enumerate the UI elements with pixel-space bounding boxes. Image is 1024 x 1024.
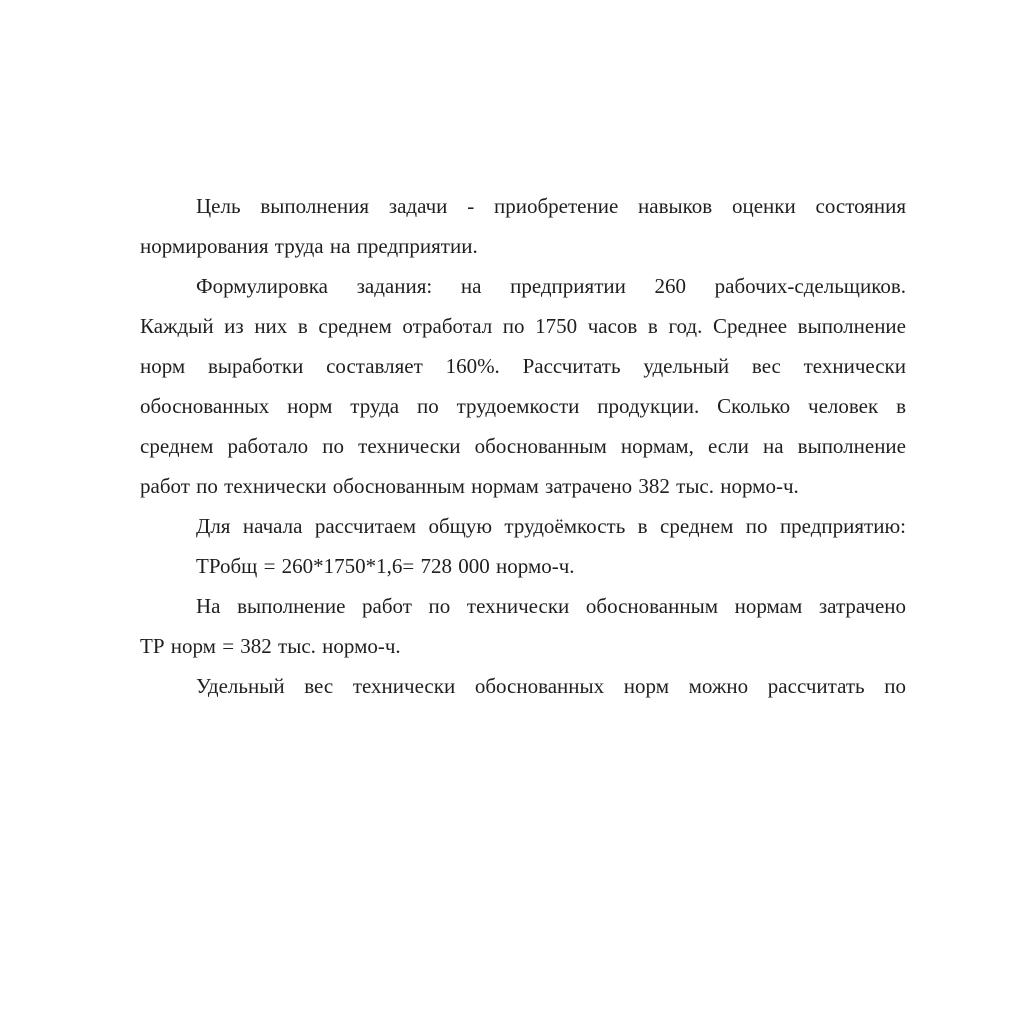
text-line: Удельный вес технически обоснованных норм можно рассчитать по (196, 674, 906, 698)
task-statement-paragraph (140, 266, 906, 506)
text-line: обоснованных норм труда по трудоемкости продукции. Сколько человек в (140, 394, 906, 418)
text-line: На выполнение работ по технически обоснованным нормам затрачено (196, 594, 906, 618)
text-line: Формулировка задания: на предприятии 260 рабочих-сдельщиков. (196, 274, 906, 298)
formula-total-labor-paragraph (140, 546, 906, 586)
text-line: норм выработки составляет 160%. Рассчитать удельный вес технически (140, 354, 906, 378)
text-line: Каждый из них в среднем отработал по 1750 часов в год. Среднее выполнение (140, 314, 906, 338)
text-line: Для начала рассчитаем общую трудоёмкость в среднем по предприятию: (196, 514, 906, 538)
text-line: Цель выполнения задачи - приобретение навыков оценки состояния (196, 194, 906, 218)
text-line: работ по технически обоснованным нормам затрачено 382 тыс. нормо-ч. (140, 474, 799, 498)
share-of-norms-paragraph (140, 666, 906, 706)
text-line: среднем работало по технически обоснованным нормам, если на выполнение (140, 434, 906, 458)
text-line: ТРобщ = 260*1750*1,6= 728 000 нормо-ч. (196, 554, 575, 578)
document-text-block (140, 186, 906, 706)
solution-intro-paragraph (140, 506, 906, 546)
norm-labor-paragraph (140, 586, 906, 666)
text-line: нормирования труда на предприятии. (140, 234, 478, 258)
text-line: ТР норм = 382 тыс. нормо-ч. (140, 634, 401, 658)
goal-paragraph (140, 186, 906, 266)
